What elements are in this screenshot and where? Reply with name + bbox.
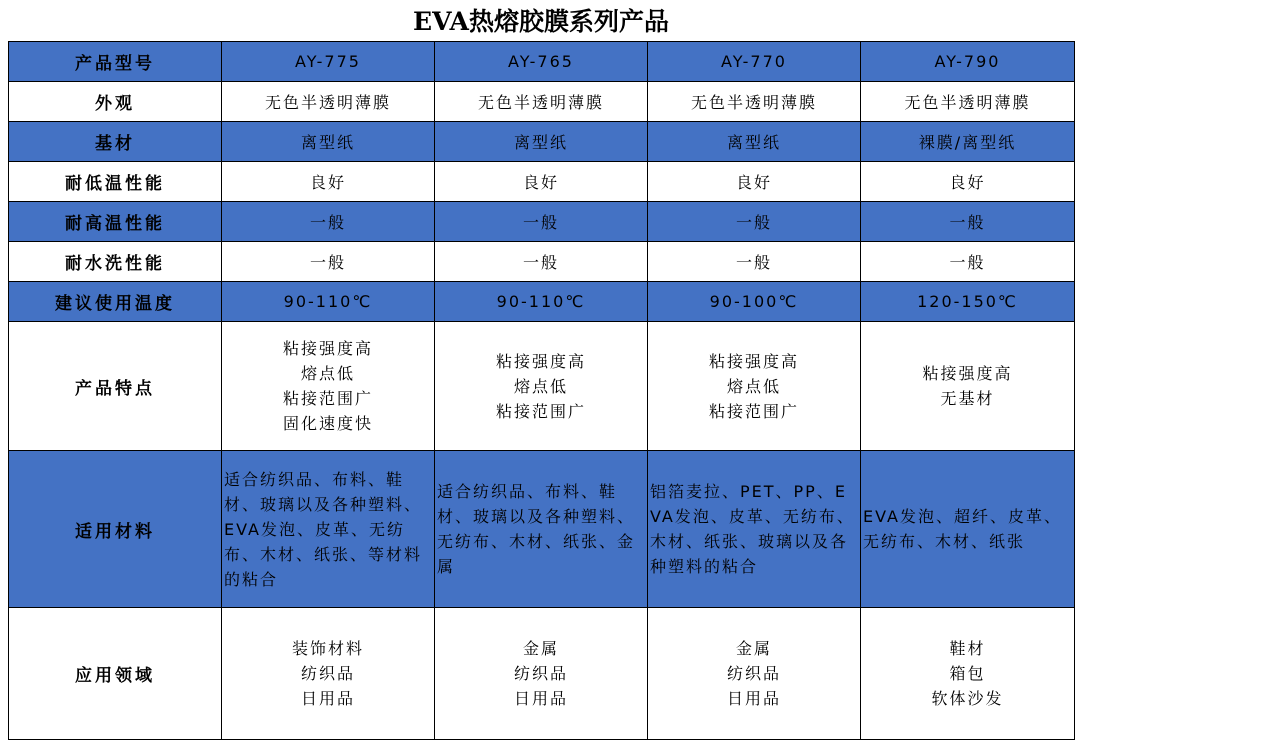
high-temp-cell: 一般 [222,202,435,242]
temperature-cell: 90-110℃ [435,282,648,322]
appearance-cell: 无色半透明薄膜 [435,82,648,122]
application-line: 日用品 [726,689,781,708]
substrate-cell: 离型纸 [222,122,435,162]
application-line: 金属 [735,639,772,658]
features-cell [861,322,1075,451]
application-line: 鞋材 [949,639,986,658]
page-title: EVA热熔胶膜系列产品 [413,7,669,36]
row-label-model: 产品型号 [9,42,222,82]
appearance-cell: 无色半透明薄膜 [648,82,861,122]
feature-line: 粘接强度高 [708,351,799,371]
features-cell [435,322,648,451]
row-applications [9,608,1075,740]
row-substrate [9,122,1075,162]
substrate-cell: 离型纸 [435,122,648,162]
model-cell: AY-775 [222,42,435,82]
row-label-low-temp: 耐低温性能 [9,162,222,202]
feature-line: 熔点低 [513,376,568,396]
application-line: 箱包 [949,664,986,683]
feature-line: 粘接强度高 [922,364,1013,383]
row-label-materials: 适用材料 [9,451,222,608]
feature-line: 无基材 [940,389,995,408]
materials-cell: EVA发泡、超纤、皮革、无纺布、木材、纸张 [861,451,1075,608]
row-label-applications: 应用领域 [9,608,222,740]
row-wash [9,242,1075,282]
row-model [9,42,1075,82]
wash-cell: 一般 [861,242,1075,282]
temperature-cell: 90-110℃ [222,282,435,322]
product-spec-table [8,41,1075,740]
wash-cell: 一般 [222,242,435,282]
model-cell: AY-770 [648,42,861,82]
substrate-cell: 裸膜/离型纸 [861,122,1075,162]
row-label-temperature: 建议使用温度 [9,282,222,322]
application-line: 纺织品 [726,664,781,683]
row-appearance [9,82,1075,122]
application-line: 软体沙发 [931,689,1004,708]
feature-line: 粘接强度高 [495,351,586,371]
temperature-cell: 90-100℃ [648,282,861,322]
appearance-cell: 无色半透明薄膜 [222,82,435,122]
application-line: 装饰材料 [291,639,364,658]
materials-cell: 适合纺织品、布料、鞋材、玻璃以及各种塑料、EVA发泡、皮革、无纺布、木材、纸张、等材料的粘合 [222,451,435,608]
row-materials [9,451,1075,608]
feature-line: 熔点低 [300,364,355,383]
low-temp-cell: 良好 [861,162,1075,202]
features-cell [648,322,861,451]
row-label-wash: 耐水洗性能 [9,242,222,282]
feature-line: 固化速度快 [282,414,373,433]
feature-line: 粘接强度高 [282,339,373,358]
row-features [9,322,1075,451]
materials-cell: 铝箔麦拉、PET、PP、EVA发泡、皮革、无纺布、木材、纸张、玻璃以及各种塑料的粘合 [648,451,861,608]
low-temp-cell: 良好 [222,162,435,202]
row-label-substrate: 基材 [9,122,222,162]
feature-line: 熔点低 [726,376,781,396]
applications-cell [861,608,1075,740]
application-line: 纺织品 [513,664,568,683]
applications-cell [435,608,648,740]
application-line: 金属 [522,639,559,658]
row-temperature [9,282,1075,322]
applications-cell [222,608,435,740]
application-line: 日用品 [300,689,355,708]
features-cell [222,322,435,451]
feature-line: 粘接范围广 [708,401,799,421]
row-label-features: 产品特点 [9,322,222,451]
high-temp-cell: 一般 [861,202,1075,242]
feature-line: 粘接范围广 [282,389,373,408]
application-line: 日用品 [513,689,568,708]
model-cell: AY-765 [435,42,648,82]
substrate-cell: 离型纸 [648,122,861,162]
low-temp-cell: 良好 [435,162,648,202]
materials-cell: 适合纺织品、布料、鞋材、玻璃以及各种塑料、无纺布、木材、纸张、金属 [435,451,648,608]
model-cell: AY-790 [861,42,1075,82]
row-label-high-temp: 耐高温性能 [9,202,222,242]
feature-line: 粘接范围广 [495,401,586,421]
application-line: 纺织品 [300,664,355,683]
high-temp-cell: 一般 [435,202,648,242]
low-temp-cell: 良好 [648,162,861,202]
row-label-appearance: 外观 [9,82,222,122]
wash-cell: 一般 [648,242,861,282]
wash-cell: 一般 [435,242,648,282]
high-temp-cell: 一般 [648,202,861,242]
appearance-cell: 无色半透明薄膜 [861,82,1075,122]
row-low-temp [9,162,1075,202]
row-high-temp [9,202,1075,242]
applications-cell [648,608,861,740]
temperature-cell: 120-150℃ [861,282,1075,322]
